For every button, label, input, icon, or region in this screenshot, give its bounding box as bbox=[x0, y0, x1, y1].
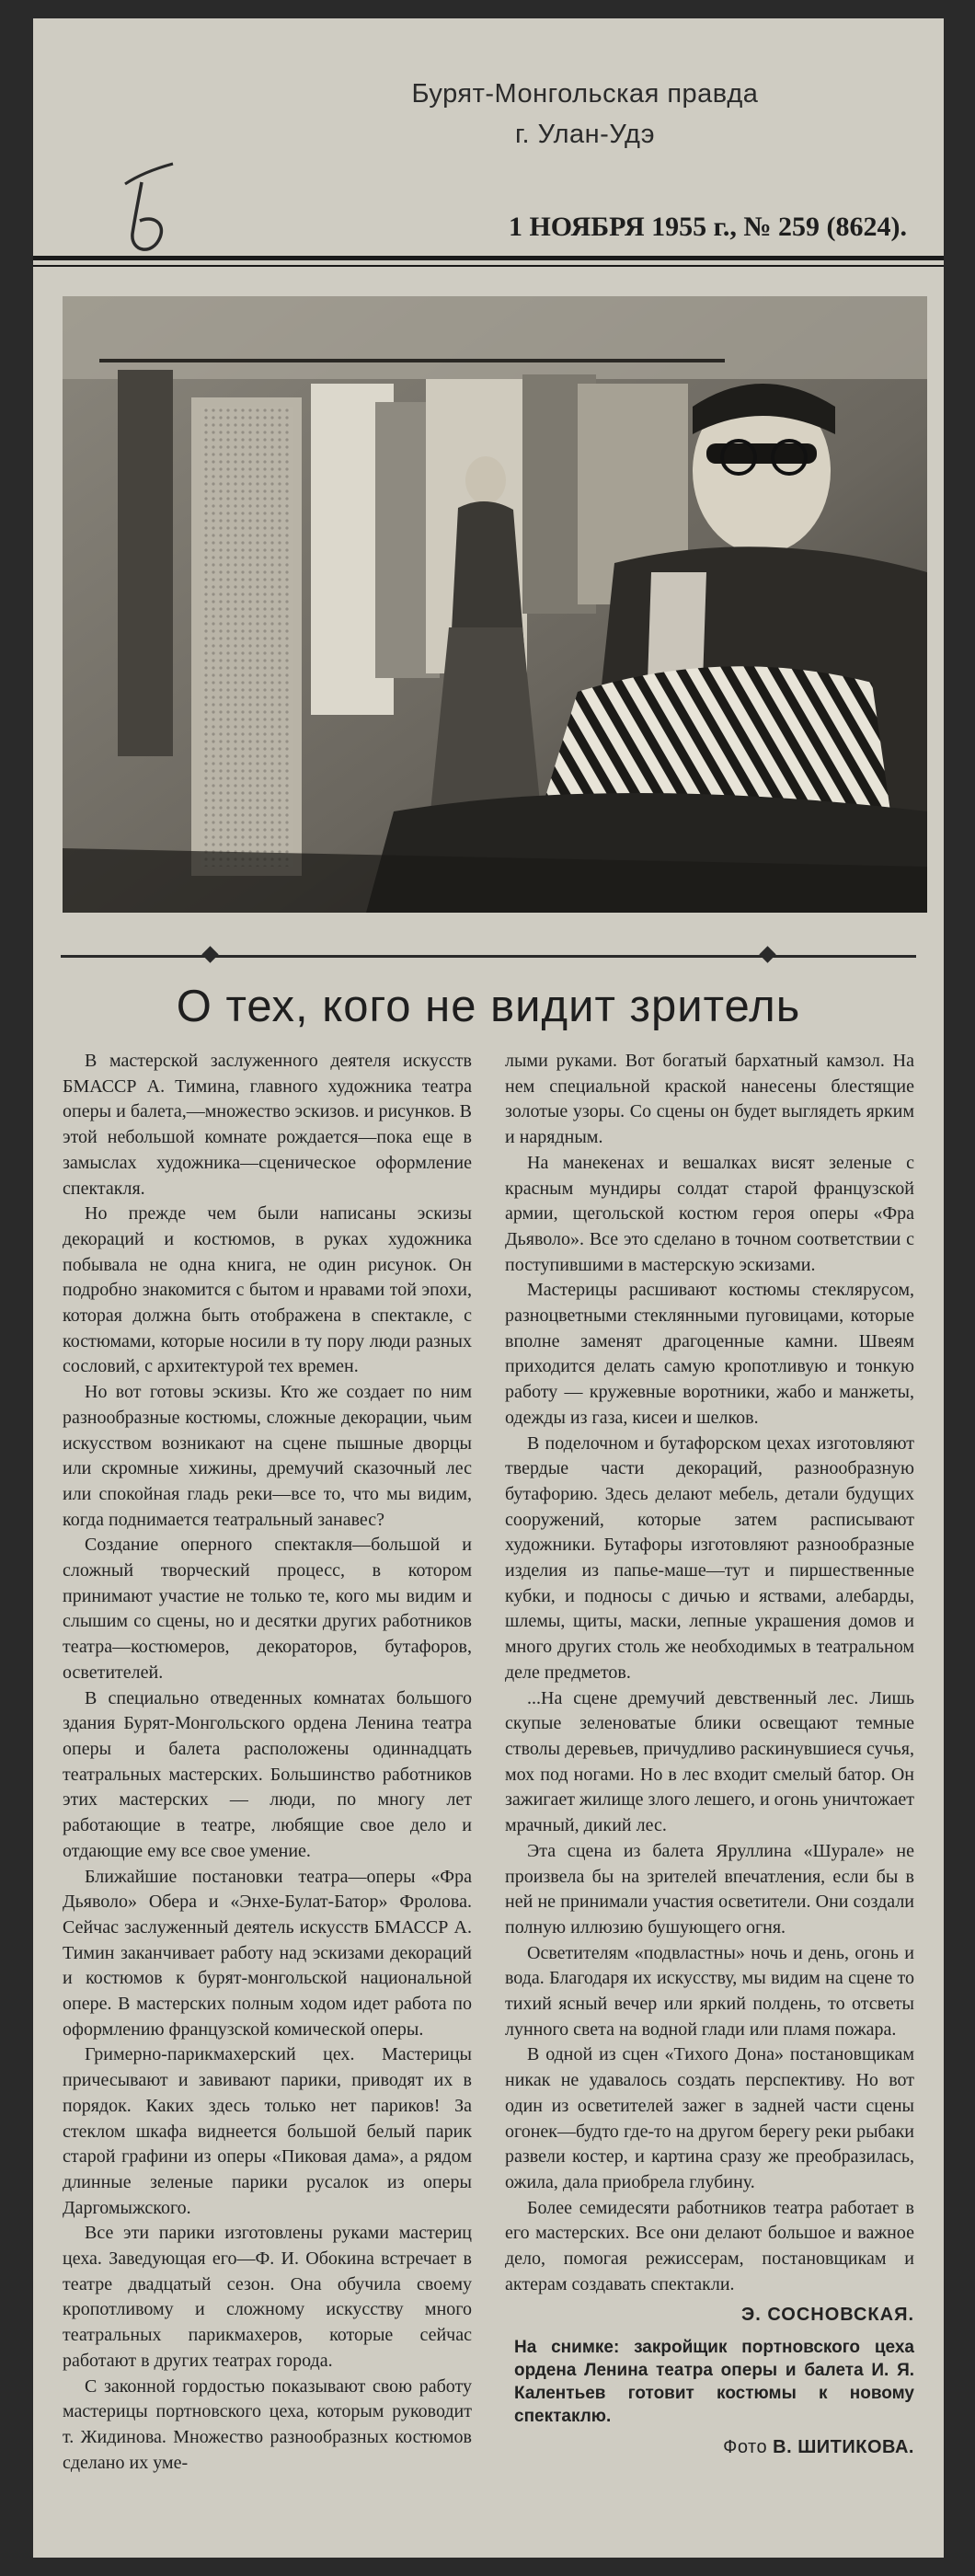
paragraph: Мастерицы расшивают костюмы стеклярусом, разноцветными стеклянными пуговицами, которые вполне заменят драгоценные камни. Швеям приходится делать самую кропотливую и тонкую работу — кружевные воротники, жабо и манжеты, одежды из газа, кисеи и шелков. bbox=[505, 1280, 914, 1428]
paragraph: Создание оперного спектакля—большой и сложный творческий процесс, в котором принимают участие не только те, кого мы видим и слышим со сцены, но и десятки других работников театра—костюмеров, декораторов, бутафоров, осветителей. bbox=[63, 1535, 472, 1683]
article-column-right bbox=[505, 1049, 914, 2461]
paragraph: В мастерской заслуженного деятеля искусств БМАССР А. Тимина, главного художника театра оперы и балета,—множество эскизов. и рисунков. В этой небольшой комнате рождается—пока еще в замыслах художника—сценическое оформление спектакля. bbox=[63, 1051, 472, 1199]
paragraph: Более семидесяти работников театра работает в его мастерских. Все они делают большое и важное дело, помогая режиссерам, постановщикам и актерам создавать спектакли. bbox=[505, 2197, 914, 2294]
issue-dateline: 1 НОЯБРЯ 1955 г., № 259 (8624). bbox=[508, 212, 907, 242]
newspaper-clipping bbox=[33, 18, 944, 2558]
stamp-city: г. Улан-Удэ bbox=[514, 120, 656, 149]
paragraph: В поделочном и бутафорском цехах изготовляют твердые части декораций, разнообразную бутафорию. Здесь делают мебель, детали будущих сооружений, которые затем расписывают художники. Бутафоры изготовляют разнообразные изделия из папье-маше—тут и пиршественные кубки, и подносы с дичью и яствами, алебарды, шлемы, щиты, маски, лепные украшения домов и много других столь же необходимых в театральном деле предметов. bbox=[505, 1432, 914, 1683]
article-author: Э. СОСНОВСКАЯ. bbox=[741, 2305, 914, 2326]
article-headline: О тех, кого не видит зритель bbox=[176, 982, 801, 1031]
paragraph: Ближайшие постановки театра—оперы «Фра Дьяволо» Обера и «Энхе-Булат-Батор» Фролова. Сейчас заслуженный деятель искусств БМАССР А. Тимин заканчивает работу над эскизами декораций и костюмов к бурят-монгольской национальной опере. В мастерских полным ходом идет работа по оформлению французской комической оперы. bbox=[63, 1866, 472, 2040]
divider-ornament-left bbox=[201, 946, 218, 962]
paragraph: Все эти парики изготовлены руками мастериц цеха. Заведующая его—Ф. И. Обокина встречает в театре двадцатый сезон. Она обучила своему кропотливому и сложному искусству много театральных парикмахеров, которые сейчас работают в других театрах города. bbox=[63, 2223, 472, 2371]
photo-credit-prefix: Фото bbox=[723, 2437, 768, 2458]
photo-credit bbox=[505, 2435, 914, 2461]
paragraph: Эта сцена из балета Яруллина «Шурале» не произвела бы на зрителей впечатления, если бы в ней не принимали участия осветители. Они создали полную иллюзию бушующего огня. bbox=[505, 1840, 914, 1938]
masthead-rule bbox=[33, 256, 944, 260]
paragraph: Гримерно-парикмахерский цех. Мастерицы причесывают и завивают парики, приводят их в порядок. Каких здесь только нет париков! За стеклом шкафа виднеется большой белый парик старой графини из оперы «Пиковая дама», а рядом длинные зеленые парики русалок из оперы Даргомыжского. bbox=[63, 2044, 472, 2218]
paragraph: Но прежде чем были написаны эскизы декораций и костюмов, в руках художника побывала не одна книга, не один рисунок. Он подробно знакомится с бытом и нравами той эпохи, которая должна быть отображена в спектакле, с костюмами, которые носили в ту пору люди разных сословий, с архитектурой тех времен. bbox=[63, 1203, 472, 1377]
paragraph: С законной гордостью показывают свою работу мастерицы портновского цеха, которым руководит т. Жидинова. Множество разнообразных костюмов сделано их уме- bbox=[63, 2375, 472, 2473]
newspaper-stamp bbox=[392, 74, 778, 155]
paragraph: Осветителям «подвластны» ночь и день, огонь и вода. Благодаря их искусству, мы видим на сцене то тихий ясный вечер или яркий полдень, то отсветы лунного света на водной глади или пламя пожара. bbox=[505, 1942, 914, 2040]
paragraph: В одной из сцен «Тихого Дона» постановщикам никак не удавалось создать перспективу. Но вот один из осветителей зажег в задней части сцены огонек—будто где-то на другом берегу реки рыбаки развели костер, и картина сразу же преобразилась, ожила, дала приобрела глубину. bbox=[505, 2044, 914, 2192]
section-divider bbox=[61, 955, 916, 958]
divider-ornament-right bbox=[759, 946, 775, 962]
paragraph: Но вот готовы эскизы. Кто же создает по ним разнообразные костюмы, сложные декорации, чьим искусством возникают на сцене пышные дворцы или скромные хижины, дремучий сказочный лес или спокойная гладь реки—все то, что мы видим, когда поднимается театральный занавес? bbox=[63, 1382, 472, 1530]
photo-caption: На снимке: закройщик портновского цеха ордена Ленина театра оперы и балета И. Я. Калентьев готовит костюмы к новому спектаклю. bbox=[514, 2338, 914, 2427]
paragraph: В специально отведенных комнатах большого здания Бурят-Монгольского ордена Ленина театра оперы и балета расположены одиннадцать театральных мастерских. Большинство работников этих мастерских — люди, по многу лет работающие в театре, любящие свое дело и отдающие ему все свое умение. bbox=[63, 1687, 472, 1861]
workshop-photo bbox=[63, 296, 927, 913]
article-column-left bbox=[63, 1049, 472, 2476]
paragraph: лыми руками. Вот богатый бархатный камзол. На нем специальной краской нанесены блестящие золотые узоры. Со сцены он будет выглядеть ярким и нарядным. bbox=[505, 1051, 914, 1148]
paragraph: На манекенах и вешалках висят зеленые с красным мундиры солдат старой французской армии, щегольской костюм героя оперы «Фра Дьяволо». Все это сделано в точном соответствии с поступившими в мастерскую эскизами. bbox=[505, 1152, 914, 1275]
masthead-rule-thin bbox=[33, 265, 944, 267]
photographer-name: В. ШИТИКОВА. bbox=[773, 2437, 914, 2458]
handwritten-mark bbox=[116, 156, 217, 267]
paragraph: ...На сцене дремучий девственный лес. Лишь скупые зеленоватые блики освещают темные стволы деревьев, причудливо раскинувшиеся сучья, мох под ногами. Но в лес входит смелый батор. Он зажигает жилище злого лешего, и огонь уничтожает мрачный, дикий лес. bbox=[505, 1687, 914, 1836]
stamp-newspaper-name: Бурят-Монгольская правда bbox=[411, 79, 759, 109]
